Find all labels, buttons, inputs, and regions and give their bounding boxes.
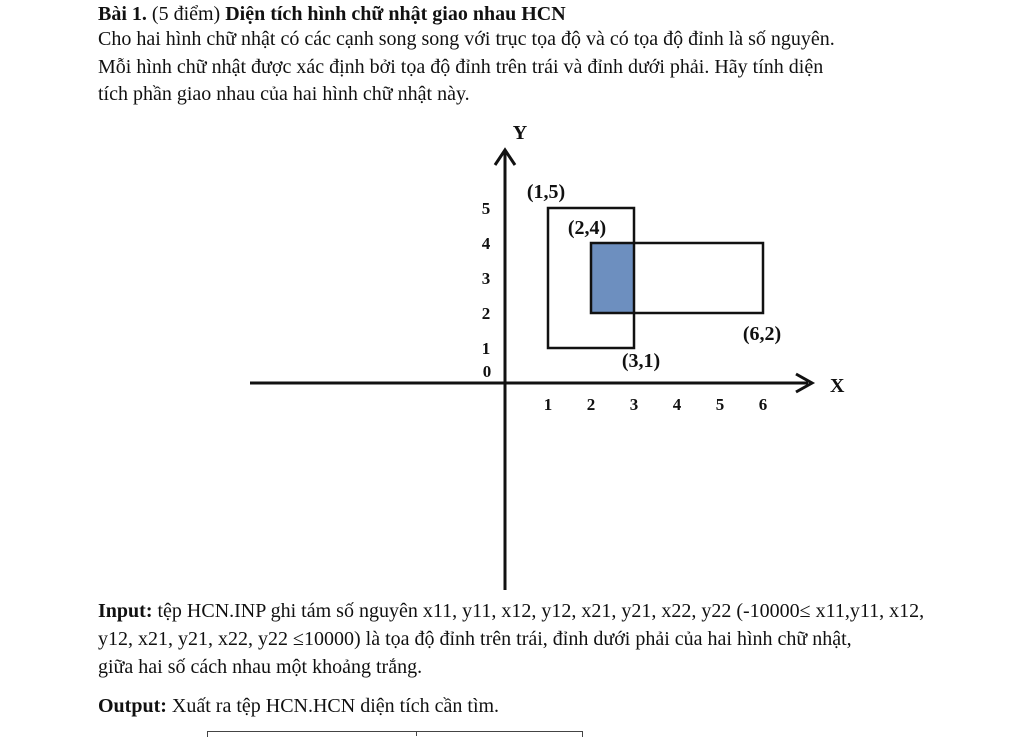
description-line-2: Mỗi hình chữ nhật được xác định bởi tọa độ đỉnh trên trái và đỉnh dưới phải. Hãy tính diện (98, 56, 824, 78)
x-tick-label: 4 (672, 395, 682, 414)
x-tick-label: 6 (758, 395, 768, 414)
input-range: (-10000≤ x11,y11, x12, (731, 600, 925, 622)
input-text-a: tệp HCN.INP ghi tám số nguyên (157, 600, 423, 622)
x-tick-label: 3 (629, 395, 639, 414)
rect1-top-left-label: (1,5) (526, 181, 566, 203)
input-label: Input: (98, 600, 153, 622)
intersection-area (591, 243, 634, 313)
rect1-bottom-right-label: (3,1) (621, 350, 661, 372)
output-label: Output: (98, 695, 167, 717)
y-tick-label: 2 (481, 304, 491, 323)
problem-heading: Diện tích hình chữ nhật giao nhau HCN (225, 3, 566, 25)
y-tick-label: 3 (481, 269, 491, 288)
problem-number: Bài 1. (98, 3, 147, 25)
origin-label: 0 (482, 362, 492, 381)
input-line-1 (98, 599, 924, 623)
description-line-3: tích phần giao nhau của hai hình chữ nhật này. (98, 83, 470, 105)
problem-points: (5 điểm) (151, 3, 221, 25)
table-divider (416, 731, 417, 736)
x-tick-label: 5 (715, 395, 725, 414)
output-text: Xuất ra tệp HCN.HCN diện tích cần tìm. (171, 695, 500, 717)
y-tick-label: 1 (481, 339, 491, 358)
y-tick-label: 5 (481, 199, 491, 218)
y-axis-label: Y (512, 122, 528, 144)
rect2-top-left-label: (2,4) (567, 217, 607, 239)
output-line (98, 694, 499, 718)
rect2-bottom-right-label: (6,2) (742, 323, 782, 345)
input-line-3: giữa hai số cách nhau một khoảng trắng. (98, 656, 423, 678)
y-tick-label: 4 (481, 234, 491, 253)
table-top-edge (207, 731, 583, 737)
input-vars: x11, y11, x12, y12, x21, y21, x22, y22 (422, 600, 732, 622)
x-tick-label: 1 (543, 395, 553, 414)
x-tick-label: 2 (586, 395, 596, 414)
input-line-2: y12, x21, y21, x22, y22 ≤10000) là tọa độ đỉnh trên trái, đỉnh dưới phải của hai hình chữ nhật, (98, 628, 852, 650)
x-axis-label: X (830, 375, 845, 397)
description-line-1: Cho hai hình chữ nhật có các cạnh song song với trục tọa độ và có tọa độ đỉnh là số nguyên. (98, 28, 835, 50)
